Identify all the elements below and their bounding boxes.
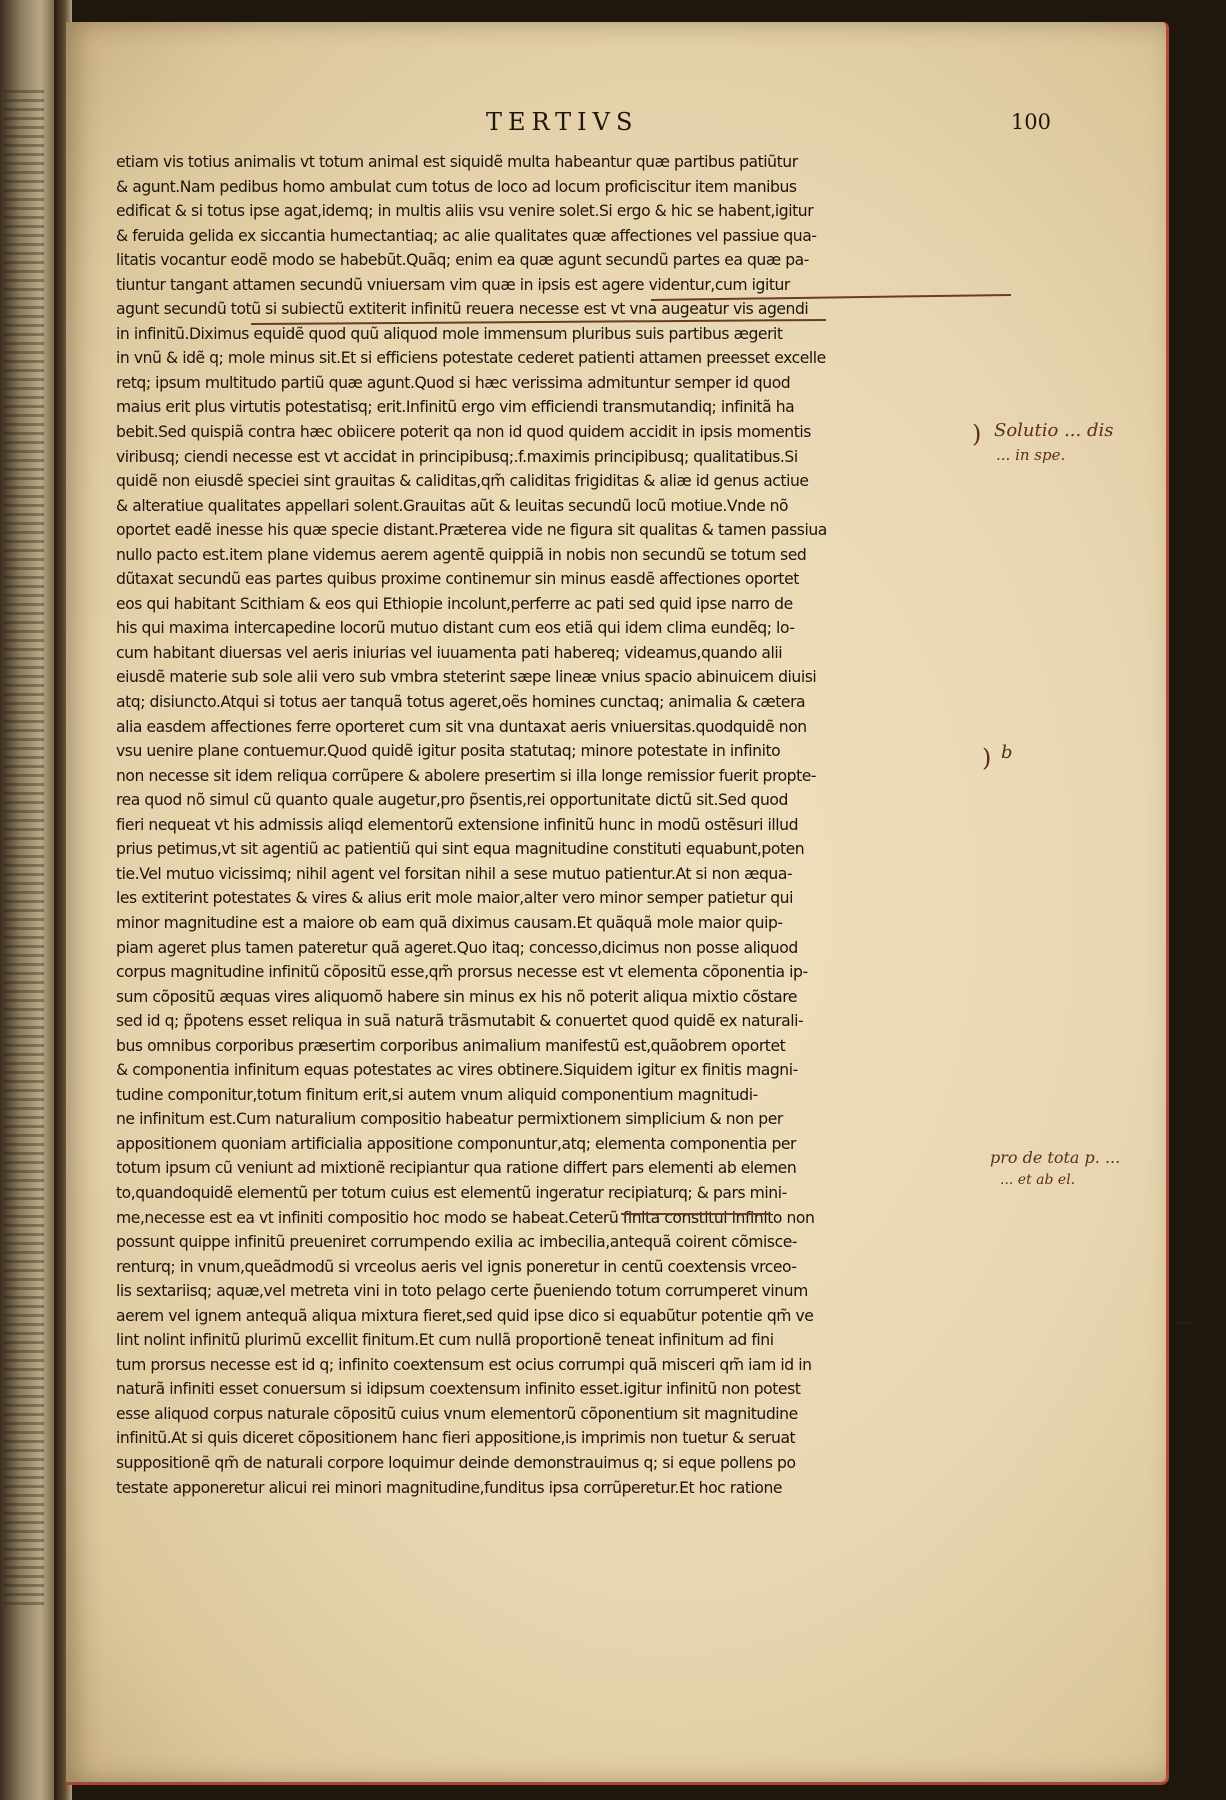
text-line: non necesse sit idem reliqua corrũpere & abolere presertim si illa longe remissior fuerit propte- — [116, 766, 817, 785]
text-line: fieri nequeat vt his admissis aliqd elementorũ extensione infinitũ hunc in modũ ostẽsuri illud — [116, 815, 799, 834]
text-line: suppositionẽ qm̃ de naturali corpore loquimur deinde demonstrauimus q; si eque pollens po — [116, 1453, 796, 1472]
text-line: agunt secundũ totũ si subiectũ extiterit infinitũ reuera necesse est vt vna augeatur vis agendi — [116, 300, 809, 319]
text-line: & feruida gelida ex siccantia humectantiaq; ac alie qualitates quæ affectiones vel passiue qua- — [116, 226, 817, 245]
marginal-note: pro de tota p. ... — [990, 1148, 1121, 1167]
text-line: litatis vocantur eodẽ modo se habebũt.Quãq; enim ea quæ agunt secundũ partes ea quæ pa- — [116, 251, 809, 270]
text-line: his qui maxima intercapedine locorũ mutuo distant cum eos etiã qui idem clima eundẽq; lo- — [116, 619, 795, 638]
text-line: alia easdem affectiones ferre oporteret cum sit vna duntaxat aeris vniuersitas.quodquidẽ non — [116, 717, 807, 736]
running-head: TERTIVS — [486, 108, 639, 136]
text-line: bebit.Sed quispiã contra hæc obiicere poterit qa non id quod quidem accidit in ipsis momentis — [116, 423, 811, 442]
marginal-note: ... in spe. — [996, 446, 1066, 464]
text-line: sed id q; p̃potens esset reliqua in suã naturã trãsmutabit & conuertet quod quidẽ ex naturali- — [116, 1012, 804, 1031]
text-line: aerem vel ignem antequã aliqua mixtura fieret,sed quid ipse dico si equabũtur potentie qm̃ ve — [116, 1306, 814, 1325]
margin-bracket: ) — [982, 744, 992, 772]
facing-page-edge — [0, 0, 58, 1800]
text-line: bus omnibus corporibus præsertim corporibus animalium manifestũ est,quãobrem oportet — [116, 1036, 786, 1055]
printed-page — [66, 22, 1192, 1785]
folio-number: 100 — [1010, 110, 1051, 134]
text-line: corpus magnitudine infinitũ cõpositũ esse,qm̃ prorsus necesse est vt elementa cõponentia ip- — [116, 963, 808, 982]
text-line: etiam vis totius animalis vt totum animal est siquidẽ multa habeantur quæ partibus patiũtur — [116, 153, 798, 171]
text-line: dũtaxat secundũ eas partes quibus proxime continemur sin minus easdẽ affectiones oportet — [116, 570, 799, 589]
text-line: possunt quippe infinitũ preueniret corrumpendo exilia ac imbecilia,antequã coirent cõmisce- — [116, 1233, 798, 1252]
marginal-note: b — [1001, 742, 1013, 763]
text-line: quidẽ non eiusdẽ speciei sint grauitas & caliditas,qm̃ caliditas frigiditas & aliæ id genus actiue — [116, 472, 809, 491]
margin-bracket: ) — [972, 420, 982, 448]
facing-page-text-fragments — [4, 90, 44, 1610]
text-line: vsu uenire plane contuemur.Quod quidẽ igitur posita statutaq; minore potestate in infinito — [116, 742, 781, 761]
text-line: viribusq; ciendi necesse est vt accidat in principibusq;.f.maximis principibusq; qualitatibus.Si — [116, 447, 798, 466]
text-line: appositionem quoniam artificialia appositione componuntur,atq; elementa componentia per — [116, 1134, 797, 1153]
ink-underline — [621, 1213, 771, 1215]
text-line: atq; disiuncto.Atqui si totus aer tanquã totus ageret,oẽs homines cunctaq; animalia & cætera — [116, 693, 806, 712]
text-line: sum cõpositũ æquas vires aliquomõ habere sin minus ex his nõ poterit aliqua mixtio cõstare — [116, 987, 798, 1006]
text-line: eiusdẽ materie sub sole alii vero sub vmbra steterint sæpe lineæ vnius spacio abinuicem diuisi — [116, 668, 817, 687]
text-line: & agunt.Nam pedibus homo ambulat cum totus de loco ad locum proficiscitur item manibus — [116, 177, 797, 196]
text-line: naturã infiniti esset conuersum si idipsum coextensum infinito esset.igitur infinitũ non potest — [116, 1380, 801, 1399]
text-line: eos qui habitant Scithiam & eos qui Ethiopie incolunt,perferre ac pati sed quid ipse narro de — [116, 594, 793, 613]
text-block — [116, 150, 1011, 1500]
text-line: ne infinitum est.Cum naturalium compositio habeatur permixtionem simplicium & non per — [116, 1110, 783, 1129]
text-line: maius erit plus virtutis potestatisq; erit.Infinitũ ergo vim efficiendi transmutandiq; infinitã ha — [116, 398, 795, 417]
text-line: prius petimus,vt sit agentiũ ac patientiũ qui sint equa magnitudine constituti equabunt,poten — [116, 840, 805, 859]
text-line: retq; ipsum multitudo partiũ quæ agunt.Quod si hæc verissima admituntur semper id quod — [116, 373, 791, 392]
text-line: testate apponeretur alicui rei minori magnitudine,funditus ipsa corrũperetur.Et hoc ratione — [116, 1478, 783, 1497]
text-line: oportet eadẽ inesse his quæ specie distant.Præterea vide ne figura sit qualitas & tamen passiua — [116, 521, 827, 540]
text-line: & alteratiue qualitates appellari solent.Grauitas aũt & leuitas secundũ locũ motiue.Vnde nõ — [116, 496, 789, 515]
text-line: lint nolint infinitũ plurimũ excellit finitum.Et cum nullã proportionẽ teneat infinitum ad fini — [116, 1331, 774, 1350]
margin-mark: — — [1176, 1312, 1192, 1331]
text-line: tum prorsus necesse est id q; infinito coextensum est ocius corrumpi quã misceri qm̃ iam id in — [116, 1355, 812, 1374]
text-line: in vnũ & idẽ q; mole minus sit.Et si efficiens potestate cederet patienti attamen preesset excelle — [116, 349, 826, 368]
text-line: esse aliquod corpus naturale cõpositũ cuius vnum elementorũ cõponentium sit magnitudine — [116, 1404, 798, 1423]
marginal-note: Solutio ... dis — [994, 420, 1114, 441]
text-line: tie.Vel mutuo vicissimq; nihil agent vel forsitan nihil a sese mutuo patientur.At si non æqua- — [116, 864, 793, 883]
text-line: & componentia infinitum equas potestates ac vires obtinere.Siquidem igitur ex finitis magni- — [116, 1061, 798, 1080]
text-line: lis sextariisq; aquæ,vel metreta vini in toto pelago certe p̃ueniendo totum corrumperet vinum — [116, 1282, 808, 1301]
text-line: totum ipsum cũ veniunt ad mixtionẽ recipiantur qua ratione differt pars elementi ab elemen — [116, 1159, 797, 1178]
text-line: rea quod nõ simul cũ quanto quale augetur,pro p̃sentis,rei opportunitate dictũ sit.Sed quod — [116, 791, 788, 810]
text-line: piam ageret plus tamen pateretur quã ageret.Quo itaq; concesso,dicimus non posse aliquod — [116, 938, 798, 957]
text-line: nullo pacto est.item plane videmus aerem agentẽ quippiã in nobis non secundũ se totum sed — [116, 545, 807, 564]
text-line: tudine componitur,totum finitum erit,si autem vnum aliquid componentium magnitudi- — [116, 1085, 758, 1104]
text-line: cum habitant diuersas vel aeris iniurias vel iuuamenta pati habereq; videamus,quando alii — [116, 643, 783, 662]
text-line: infinitũ.At si quis diceret cõpositionem hanc fieri appositione,is imprimis non tuetur & seruat — [116, 1429, 796, 1448]
text-line: minor magnitudine est a maiore ob eam quã diximus causam.Et quãquã mole maior quip- — [116, 913, 783, 932]
text-line: tiuntur tangant attamen secundũ vniuersam vim quæ in ipsis est agere videntur,cum igitur — [116, 275, 790, 294]
text-line: in infinitũ.Diximus equidẽ quod quũ aliquod mole immensum pluribus suis partibus ægerit — [116, 324, 783, 343]
text-line: me,necesse est ea vt infiniti compositio hoc modo se habeat.Ceterũ finita constitui infinito non — [116, 1208, 815, 1227]
text-line: edificat & si totus ipse agat,idemq; in multis aliis vsu venire solet.Si ergo & hic se habent,igitur — [116, 202, 814, 221]
marginal-note: ... et ab el. — [1000, 1172, 1076, 1188]
text-line: renturq; in vnum,queãdmodũ si vrceolus aeris vel ignis poneretur in centũ coextensis vrceo- — [116, 1257, 797, 1276]
text-line: to,quandoquidẽ elementũ per totum cuius est elementũ ingeratur recipiaturq; & pars mini- — [116, 1183, 787, 1202]
text-line: les extiterint potestates & vires & alius erit mole maior,alter vero minor semper patietur qui — [116, 889, 793, 908]
